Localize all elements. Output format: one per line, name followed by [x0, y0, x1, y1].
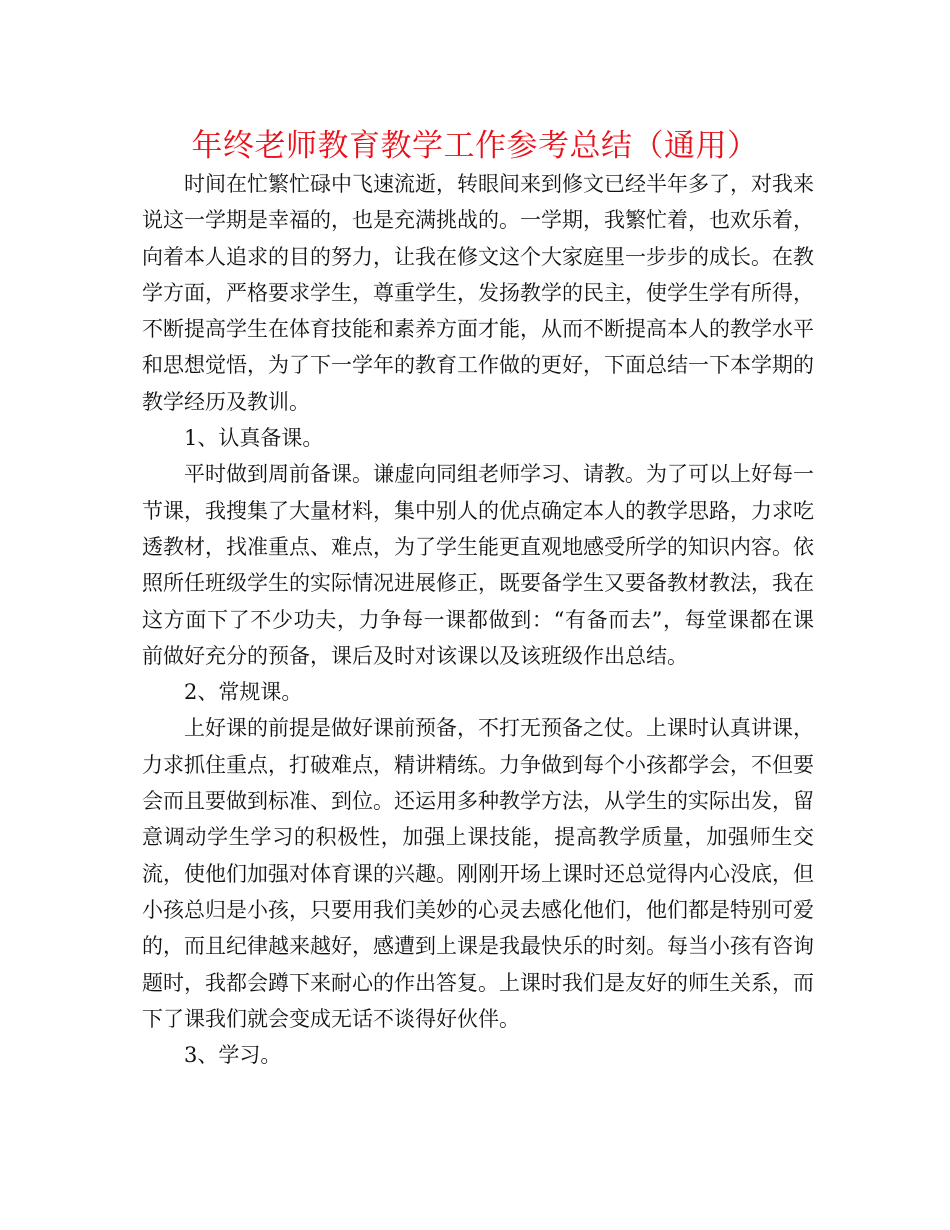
document-body — [142, 166, 814, 1073]
document-title: 年终老师教育教学工作参考总结（通用） — [191, 128, 759, 164]
section-heading-study: 3、学习。 — [184, 1043, 282, 1068]
regular-classes-paragraph: 上好课的前提是做好课前预备，不打无预备之仗。上课时认真讲课，力求抓住重点，打破难点，精讲精练。力争做到每个小孩都学会，不但要会而且要做到标准、到位。还运用多种教学方法，从学生的实际出发，留意调动学生学习的积极性，加强上课技能，提高教学质量，加强师生交流，使他们加强对体育课的兴趣。刚刚开场上课时还总觉得内心没底，但小孩总归是小孩，只要用我们美妙的心灵去感化他们，他们都是特别可爱的，而且纪律越来越好，感遭到上课是我最快乐的时刻。每当小孩有咨询题时，我都会蹲下来耐心的作出答复。上课时我们是友好的师生关系，而下了课我们就会变成无话不谈得好伙伴。 — [142, 716, 814, 1031]
section-heading-prepare-lessons: 1、认真备课。 — [184, 426, 324, 451]
section-heading-regular-classes: 2、常规课。 — [184, 680, 303, 705]
prepare-lessons-paragraph: 平时做到周前备课。谦虚向同组老师学习、请教。为了可以上好每一节课，我搜集了大量材料，集中别人的优点确定本人的教学思路，力求吃透教材，找准重点、难点，为了学生能更直观地感受所学的知识内容。依照所任班级学生的实际情况进展修正，既要备学生又要备教材教法，我在这方面下了不少功夫，力争每一课都做到：“有备而去”，每堂课都在课前做好充分的预备，课后及时对该课以及该班级作出总结。 — [142, 462, 814, 668]
intro-paragraph: 时间在忙繁忙碌中飞速流逝，转眼间来到修文已经半年多了，对我来说这一学期是幸福的，也是充满挑战的。一学期，我繁忙着，也欢乐着，向着本人追求的目的努力，让我在修文这个大家庭里一步步的成长。在教学方面，严格要求学生，尊重学生，发扬教学的民主，使学生学有所得，不断提高学生在体育技能和素养方面才能，从而不断提高本人的教学水平和思想觉悟，为了下一学年的教育工作做的更好，下面总结一下本学期的教学经历及教训。 — [142, 172, 814, 414]
